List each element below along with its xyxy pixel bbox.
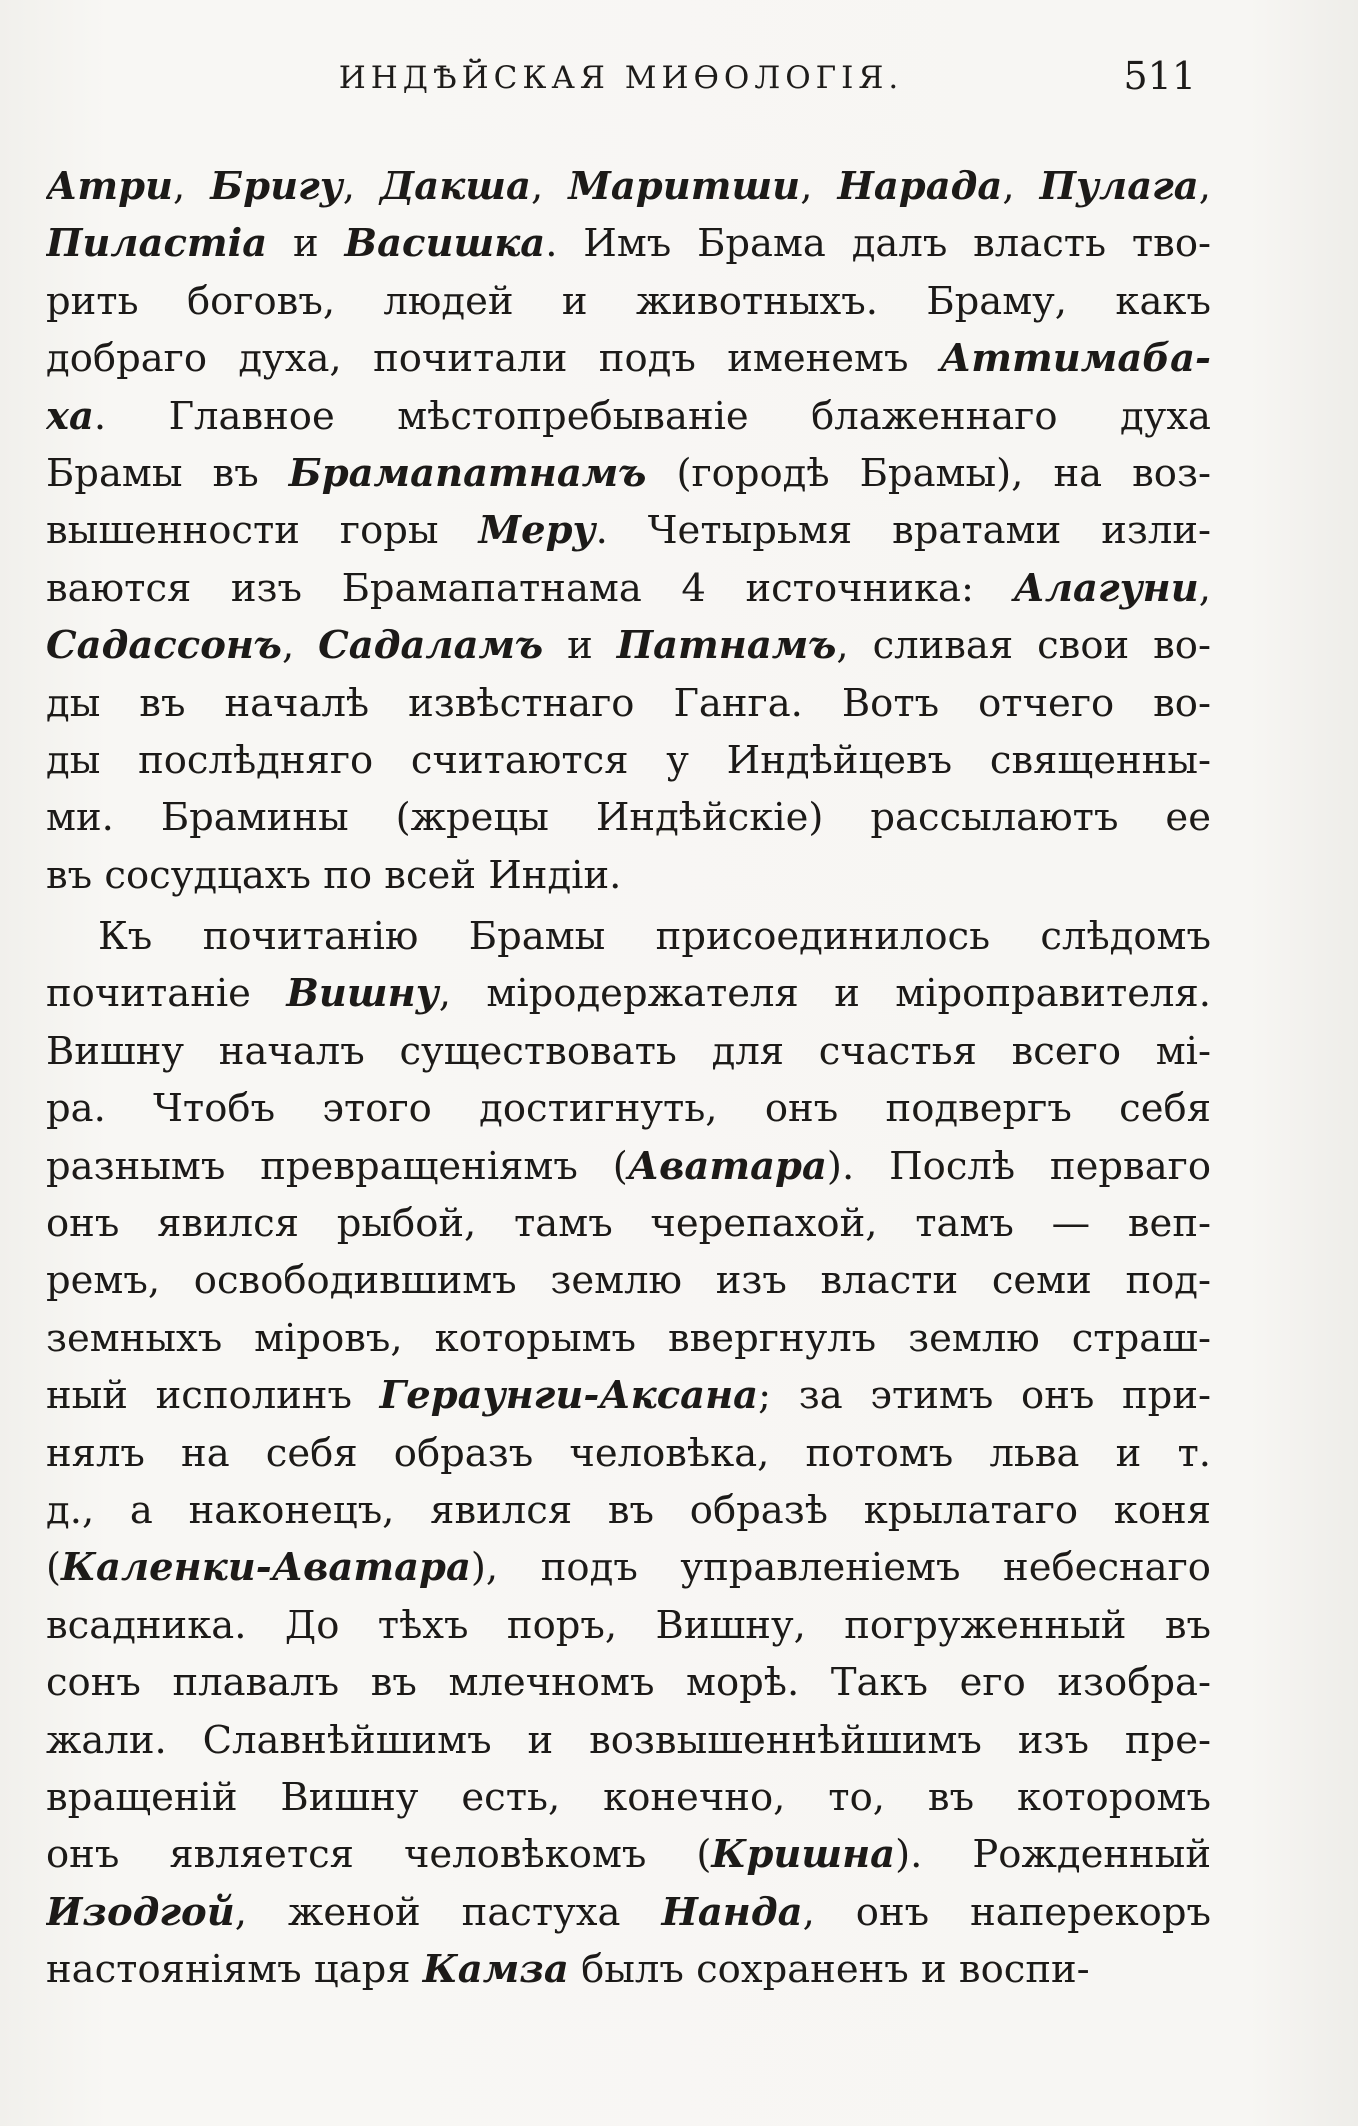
text-run: и	[543, 623, 617, 669]
text-run: ремъ, освободившимъ землю изъ власти семи под-	[46, 1258, 1211, 1304]
text-line	[46, 388, 1211, 445]
text-run: Вишну началъ существовать для счастья всего мі-	[46, 1028, 1211, 1074]
text-line	[46, 1023, 1211, 1080]
text-line	[46, 1310, 1211, 1367]
text-run: жали. Славнѣйшимъ и возвышеннѣйшимъ изъ пре-	[46, 1717, 1211, 1763]
italic-term: Нарада	[837, 164, 1003, 209]
text-run: (	[46, 1545, 62, 1591]
text-line	[46, 1425, 1211, 1482]
text-line	[46, 1826, 1211, 1883]
text-line	[46, 1252, 1211, 1309]
text-run: рить боговъ, людей и животныхъ. Браму, какъ	[46, 278, 1211, 324]
text-line	[46, 1712, 1211, 1769]
text-run: ,	[800, 164, 838, 209]
text-run: ; за этимъ онъ при-	[758, 1373, 1211, 1419]
page-number: 511	[1123, 54, 1196, 98]
italic-term: ха	[46, 393, 94, 439]
text-run: всадника. До тѣхъ поръ, Вишну, погруженный въ	[46, 1602, 1211, 1648]
text-run: въ сосудцахъ по всей Индіи.	[46, 852, 622, 898]
text-run: вышенности горы	[46, 508, 479, 554]
text-run: , міродержателя и міроправителя.	[438, 971, 1211, 1017]
text-run: земныхъ міровъ, которымъ ввергнулъ землю страш-	[46, 1315, 1211, 1361]
text-line	[46, 330, 1211, 387]
italic-term: Камза	[422, 1947, 569, 1993]
italic-term: Васишка	[344, 221, 546, 267]
text-run: ды въ началѣ извѣстнаго Ганга. Вотъ отчего во-	[46, 680, 1211, 726]
italic-term: Вишну	[286, 971, 439, 1017]
italic-term: Атри	[46, 164, 174, 209]
text-run: онъ явился рыбой, тамъ черепахой, тамъ — веп-	[46, 1201, 1211, 1247]
text-line	[46, 1539, 1211, 1596]
text-run: онъ является человѣкомъ (	[46, 1832, 712, 1878]
text-line	[46, 445, 1211, 502]
text-run: ). Рожденный	[895, 1832, 1211, 1878]
text-line	[46, 1367, 1211, 1424]
text-line	[46, 273, 1211, 330]
body-text	[46, 158, 1211, 1999]
text-line	[46, 215, 1211, 272]
text-line	[46, 1769, 1211, 1826]
text-run: ), подъ управленіемъ небеснаго	[470, 1545, 1211, 1591]
text-run: ,	[173, 164, 211, 209]
italic-term: Кришна	[711, 1832, 896, 1878]
text-run: былъ сохраненъ и воспи-	[568, 1947, 1090, 1993]
italic-term: Пиластіа	[46, 221, 268, 267]
text-line	[46, 1138, 1211, 1195]
italic-term: Нанда	[661, 1889, 803, 1935]
text-run: Брамы въ	[46, 450, 289, 496]
text-line	[46, 1597, 1211, 1654]
text-line	[46, 502, 1211, 559]
italic-term: Бригу	[210, 164, 343, 209]
text-run: и	[267, 221, 345, 267]
text-line	[46, 158, 1211, 215]
running-title: ИНДѢЙСКАЯ МИѲОЛОГІЯ.	[338, 60, 904, 96]
text-run: ра. Чтобъ этого достигнуть, онъ подвергъ себя	[46, 1086, 1211, 1132]
italic-term: Пулага	[1039, 164, 1199, 209]
text-run: настояніямъ царя	[46, 1947, 423, 1993]
text-line	[46, 1195, 1211, 1252]
italic-term: Маритши	[568, 164, 801, 209]
italic-term: Аттимаба-	[939, 336, 1211, 382]
page-header	[46, 54, 1196, 108]
text-run: ,	[281, 623, 319, 669]
text-run: ,	[530, 164, 569, 209]
text-line	[46, 789, 1211, 846]
text-line	[46, 560, 1211, 617]
text-run: почитаніе	[46, 971, 287, 1017]
text-run: , сливая свои во-	[836, 623, 1211, 669]
text-line	[46, 965, 1211, 1022]
text-line	[46, 847, 1211, 904]
text-run: ,	[1002, 164, 1040, 209]
text-run: д., а наконецъ, явился въ образѣ крылатаго коня	[46, 1487, 1211, 1533]
italic-term: Изодгой	[46, 1889, 235, 1935]
text-run: сонъ плавалъ въ млечномъ морѣ. Такъ его изобра-	[46, 1660, 1211, 1706]
text-run: . Четырьмя вратами изли-	[595, 508, 1211, 554]
italic-term: Меру	[478, 508, 596, 554]
text-run: ,	[1198, 565, 1211, 611]
text-run: . Главное мѣстопребываніе блаженнаго духа	[93, 393, 1211, 439]
italic-term: Дакша	[380, 164, 531, 209]
text-run: ,	[342, 164, 381, 209]
text-run: ды послѣдняго считаются у Индѣйцевъ священны-	[46, 737, 1211, 783]
text-run: нялъ на себя образъ человѣка, потомъ льва и т.	[46, 1430, 1211, 1476]
text-line	[46, 908, 1211, 965]
text-run: , онъ наперекоръ	[802, 1889, 1211, 1935]
text-line	[46, 1654, 1211, 1711]
text-line	[46, 617, 1211, 674]
text-run: ,	[1198, 164, 1211, 209]
italic-term: Каленки-Аватара	[61, 1545, 471, 1591]
italic-term: Брамапатнамъ	[288, 450, 647, 496]
text-line	[46, 732, 1211, 789]
italic-term: Алагуни	[1013, 565, 1199, 611]
text-run: (городѣ Брамы), на воз-	[646, 450, 1211, 496]
italic-term: Аватара	[627, 1143, 827, 1189]
text-line	[46, 1482, 1211, 1539]
text-run: вращеній Вишну есть, конечно, то, въ которомъ	[46, 1774, 1211, 1820]
text-run: ). Послѣ перваго	[826, 1143, 1211, 1189]
text-line	[46, 1080, 1211, 1137]
italic-term: Садассонъ	[46, 623, 282, 669]
text-run: , женой пастуха	[234, 1889, 662, 1935]
text-run: ный исполинъ	[46, 1373, 380, 1419]
italic-term: Садаламъ	[318, 623, 544, 669]
text-run: ми. Брамины (жрецы Индѣйскіе) рассылаютъ ее	[46, 795, 1211, 841]
text-run: разнымъ превращеніямъ (	[46, 1143, 628, 1189]
text-line	[46, 1884, 1211, 1941]
text-run: Къ почитанію Брамы присоединилось слѣдомъ	[98, 914, 1211, 960]
italic-term: Гераунги-Аксана	[379, 1373, 759, 1419]
text-line	[46, 675, 1211, 732]
text-run: ваются изъ Брамапатнама 4 источника:	[46, 565, 1014, 611]
italic-term: Патнамъ	[616, 623, 837, 669]
text-run: . Имъ Брама далъ власть тво-	[545, 221, 1211, 267]
text-run: добраго духа, почитали подъ именемъ	[46, 336, 940, 382]
text-line	[46, 1941, 1211, 1998]
